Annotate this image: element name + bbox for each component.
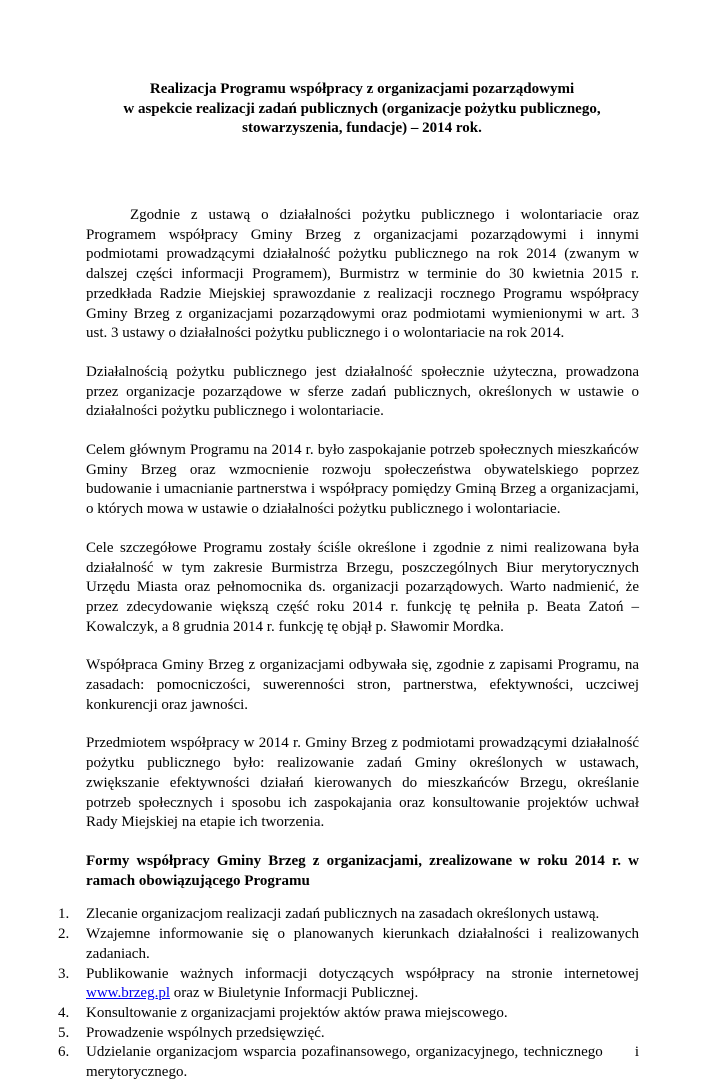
forms-heading: Formy współpracy Gminy Brzeg z organizacjami, zrealizowane w roku 2014 r. w ramach obowiązującego Programu <box>86 852 639 889</box>
list-item-number: 5. <box>58 1024 70 1041</box>
paragraph-main-goal: Celem głównym Programu na 2014 r. było zaspokajanie potrzeb społecznych mieszkańców Gminy Brzeg oraz wzmocnienie rozwoju społeczeństwa obywatelskiego poprzez budowanie i umacnianie partnerstwa i współpracy pomiędzy Gminą Brzeg a organizacjami, o których mowa w ustawie o działalności pożytku publicznego i wolontariacie. <box>86 442 639 518</box>
paragraph-intro: Zgodnie z ustawą o działalności pożytku publicznego i wolontariacie oraz Programem współpracy Gminy Brzeg z organizacjami pozarządowymi i innymi podmiotami prowadzącymi działalność pożytku publicznego na rok 2014 (zwanym w dalszej części informacji Programem), Burmistrz w terminie do 30 kwietnia 2015 r. przedkłada Radzie Miejskiej sprawozdanie z realizacji rocznego Programu współpracy Gminy Brzeg z organizacjami pozarządowymi oraz podmiotami wymienionymi w art. 3 ust. 3 ustawy o działalności pożytku publicznego i o wolontariacie na rok 2014. <box>86 207 639 342</box>
brzeg-website-link[interactable]: www.brzeg.pl <box>86 985 171 1002</box>
list-item-text-before: Publikowanie ważnych informacji dotyczących współpracy na stronie internetowej <box>86 965 639 982</box>
paragraph-principles: Współpraca Gminy Brzeg z organizacjami odbywała się, zgodnie z zapisami Programu, na zasadach: pomocniczości, suwerenności stron, partnerstwa, efektywności, uczciwej konkurencji oraz jawności. <box>86 657 639 713</box>
title-line-3: stowarzyszenia, fundacje) – 2014 rok. <box>242 120 482 136</box>
paragraph-detailed-goals: Cele szczegółowe Programu zostały ściśle określone i zgodnie z nimi realizowana była działalność w tym zakresie Burmistrza Brzegu, poszczególnych Biur merytorycznych Urzędu Miasta oraz pełnomocnika ds. organizacji pozarządowych. Warto nadmienić, że przez zdecydowanie większą część roku 2014 r. funkcję tę pełniła p. Beata Zatoń – Kowalczyk, a 8 grudnia 2014 r. funkcję tę objął p. Sławomir Mordka. <box>86 539 639 635</box>
forms-list <box>58 905 643 1082</box>
title-line-2: w aspekcie realizacji zadań publicznych (organizacje pożytku publicznego, <box>123 100 601 117</box>
paragraph-definition: Działalnością pożytku publicznego jest działalność społecznie użyteczna, prowadzona przez organizacje pozarządowe w sferze zadań publicznych, określonych w ustawie o działalności pożytku publicznego i wolontariacie. <box>86 363 639 420</box>
list-item <box>58 905 639 925</box>
list-item-text: Prowadzenie wspólnych przedsięwzięć. <box>86 1024 325 1041</box>
list-item <box>58 965 639 1004</box>
list-item-number: 2. <box>58 926 70 943</box>
list-item-number: 4. <box>58 1004 70 1021</box>
document-title <box>86 80 638 139</box>
list-item-text: Wzajemne informowanie się o planowanych kierunkach działalności i realizowanych zadaniach. <box>86 926 639 962</box>
list-item <box>58 1043 643 1082</box>
list-item-text: Konsultowanie z organizacjami projektów aktów prawa miejscowego. <box>86 1004 508 1021</box>
document-body <box>58 206 643 1083</box>
list-item-number: 3. <box>58 965 70 982</box>
list-item <box>58 1024 639 1044</box>
list-item-text: Zlecanie organizacjom realizacji zadań publicznych na zasadach określonych ustawą. <box>86 906 600 923</box>
paragraph-subject: Przedmiotem współpracy w 2014 r. Gminy Brzeg z podmiotami prowadzącymi działalność pożytku publicznego było: realizowanie zadań Gminy określonych w ustawach, zwiększanie efektywności działań kierowanych do mieszkańców Brzegu, określanie potrzeb społecznych i sposobu ich zaspokajania oraz konsultowanie projektów uchwał Rady Miejskiej na etapie ich tworzenia. <box>86 735 639 831</box>
list-item <box>58 1004 639 1024</box>
list-item-text-after: oraz w Biuletynie Informacji Publicznej. <box>170 985 419 1002</box>
list-item <box>58 925 639 964</box>
list-item-text: Udzielanie organizacjom wsparcia pozafinansowego, organizacyjnego, technicznego i merytorycznego. <box>86 1044 643 1081</box>
title-line-1: Realizacja Programu współpracy z organizacjami pozarządowymi <box>149 81 575 97</box>
list-item-number: 6. <box>58 1044 70 1061</box>
list-item-text <box>86 965 639 1004</box>
list-item-number: 1. <box>58 906 70 923</box>
